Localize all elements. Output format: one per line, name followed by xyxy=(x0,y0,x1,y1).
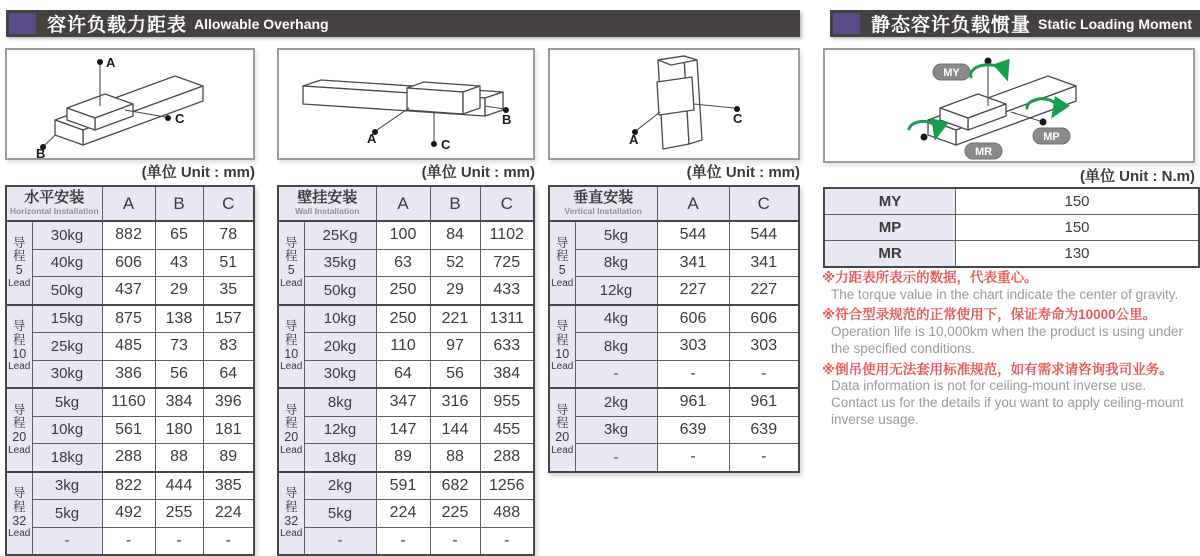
data-value: 639 xyxy=(729,416,799,444)
wall-installation-diagram xyxy=(279,50,533,158)
load-value: 25Kg xyxy=(304,221,376,249)
data-value: 347 xyxy=(376,388,430,416)
data-value: 606 xyxy=(102,249,155,277)
point-label-c: C xyxy=(733,111,743,126)
data-value: 138 xyxy=(155,305,203,333)
table-body xyxy=(278,221,534,555)
data-value: 396 xyxy=(203,388,254,416)
horizontal-installation-diagram xyxy=(7,50,253,158)
column-header: B xyxy=(430,186,480,221)
data-value: 56 xyxy=(430,360,480,388)
point-label-a: A xyxy=(106,55,116,70)
table-row xyxy=(278,388,534,416)
vertical-installation-diagram xyxy=(550,50,798,158)
table-row xyxy=(278,249,534,277)
data-value: 606 xyxy=(729,305,799,333)
table-row xyxy=(549,444,799,472)
moment-value: 130 xyxy=(956,241,1200,268)
data-value: 225 xyxy=(430,500,480,528)
lead-group-label: 导 程 5 Lead xyxy=(278,221,304,305)
data-value: 88 xyxy=(430,444,480,472)
point-label-c: C xyxy=(441,137,451,152)
data-value: 227 xyxy=(729,277,799,305)
unit-label-mm: (单位 Unit : mm) xyxy=(686,164,800,181)
data-value: 100 xyxy=(376,221,430,249)
data-value: - xyxy=(480,527,534,555)
vertical-installation-diagram-box xyxy=(548,48,800,160)
data-value: 83 xyxy=(203,333,254,361)
data-value: 1102 xyxy=(480,221,534,249)
column-header: B xyxy=(155,186,203,221)
load-value: 2kg xyxy=(304,472,376,500)
table-row xyxy=(549,333,799,361)
column-header: A xyxy=(102,186,155,221)
unit-label-mm: (单位 Unit : mm) xyxy=(141,164,255,181)
data-value: 250 xyxy=(376,277,430,305)
lead-group-label: 导 程 20 Lead xyxy=(549,388,575,472)
static-loading-moment-table xyxy=(823,187,1200,268)
wall-installation-table xyxy=(277,185,535,556)
purple-accent-square xyxy=(833,13,860,34)
data-value: 1160 xyxy=(102,388,155,416)
note-chinese: ※力距表所表示的数据，代表重心。 xyxy=(822,270,1038,285)
table-row xyxy=(278,305,534,333)
data-value: 544 xyxy=(657,221,729,249)
horizontal-installation-table xyxy=(5,185,255,556)
installation-name-en: Wall Installation xyxy=(295,206,360,217)
section-title-en: Allowable Overhang xyxy=(194,15,329,32)
load-value: 35kg xyxy=(304,249,376,277)
table-row xyxy=(6,527,254,555)
table-row xyxy=(549,360,799,388)
data-value: - xyxy=(657,444,729,472)
data-value: 341 xyxy=(729,249,799,277)
data-value: 955 xyxy=(480,388,534,416)
installation-header xyxy=(278,186,376,221)
installation-name-en: Vertical Installation xyxy=(564,206,642,217)
moment-label: MR xyxy=(824,241,956,268)
data-value: 488 xyxy=(480,500,534,528)
lead-group-label: 导 程 32 Lead xyxy=(278,472,304,556)
load-value: 30kg xyxy=(32,221,102,249)
data-value: 51 xyxy=(203,249,254,277)
note-english: Contact us for the details if you want to apply ceiling-mount inverse usage. xyxy=(831,395,1184,428)
load-value: 8kg xyxy=(575,249,657,277)
data-value: 725 xyxy=(480,249,534,277)
table-row xyxy=(278,500,534,528)
moment-label: MY xyxy=(824,188,956,215)
table-row xyxy=(278,472,534,500)
table-row xyxy=(6,221,254,249)
data-value: 875 xyxy=(102,305,155,333)
data-value: 561 xyxy=(102,416,155,444)
unit-label-nm: (单位 Unit : N.m) xyxy=(1080,168,1195,185)
my-badge-label: MY xyxy=(943,67,960,79)
installation-header xyxy=(6,186,102,221)
point-label-b: B xyxy=(502,112,512,127)
table-row xyxy=(278,333,534,361)
moment-row xyxy=(824,215,1199,241)
data-value: 64 xyxy=(203,360,254,388)
moment-value: 150 xyxy=(956,215,1200,241)
data-value: 385 xyxy=(203,472,254,500)
data-value: 591 xyxy=(376,472,430,500)
data-value: 35 xyxy=(203,277,254,305)
lead-group-label: 导 程 20 Lead xyxy=(6,388,32,472)
data-value: 444 xyxy=(155,472,203,500)
load-value: 4kg xyxy=(575,305,657,333)
data-value: 682 xyxy=(430,472,480,500)
data-value: - xyxy=(155,527,203,555)
data-value: 544 xyxy=(729,221,799,249)
load-value: 5kg xyxy=(32,500,102,528)
horizontal-installation-diagram-box xyxy=(5,48,255,160)
table-row xyxy=(549,305,799,333)
load-value: 50kg xyxy=(32,277,102,305)
data-value: 961 xyxy=(657,388,729,416)
section-title-zh: 容许负载力距表 xyxy=(47,15,188,36)
note-english: Operation life is 10,000km when the product is using under the specified conditions. xyxy=(831,323,1183,356)
table-row xyxy=(6,416,254,444)
static-moment-diagram xyxy=(825,50,1193,161)
table-row xyxy=(6,333,254,361)
table-body xyxy=(549,221,799,472)
table-row xyxy=(6,305,254,333)
purple-accent-square xyxy=(9,13,36,34)
wall-installation-diagram-box xyxy=(277,48,535,160)
data-value: 157 xyxy=(203,305,254,333)
data-value: 78 xyxy=(203,221,254,249)
load-value: - xyxy=(575,360,657,388)
data-value: 437 xyxy=(102,277,155,305)
lead-group-label: 导 程 20 Lead xyxy=(278,388,304,472)
data-value: 43 xyxy=(155,249,203,277)
data-value: 63 xyxy=(376,249,430,277)
table-row xyxy=(6,444,254,472)
lead-group-label: 导 程 10 Lead xyxy=(278,305,304,389)
load-value: 8kg xyxy=(304,388,376,416)
vertical-installation-table xyxy=(548,185,800,473)
load-value: 12kg xyxy=(304,416,376,444)
data-value: 89 xyxy=(376,444,430,472)
note-chinese: ※倒吊使用无法套用标准规范，如有需求请咨询我司业务。 xyxy=(822,361,1173,377)
table-row xyxy=(6,249,254,277)
data-value: - xyxy=(430,527,480,555)
load-value: 3kg xyxy=(575,416,657,444)
data-value: 316 xyxy=(430,388,480,416)
table-row xyxy=(278,444,534,472)
data-value: 29 xyxy=(430,277,480,305)
data-value: 97 xyxy=(430,333,480,361)
table-row xyxy=(278,277,534,305)
data-value: 73 xyxy=(155,333,203,361)
lead-group-label: 导 程 32 Lead xyxy=(6,472,32,556)
data-value: 52 xyxy=(430,249,480,277)
installation-header xyxy=(549,186,657,221)
lead-group-label: 导 程 10 Lead xyxy=(6,305,32,389)
data-value: 633 xyxy=(480,333,534,361)
data-value: - xyxy=(729,444,799,472)
data-value: 639 xyxy=(657,416,729,444)
data-value: 341 xyxy=(657,249,729,277)
moment-row xyxy=(824,188,1199,215)
data-value: 822 xyxy=(102,472,155,500)
data-value: - xyxy=(203,527,254,555)
load-value: 25kg xyxy=(32,333,102,361)
data-value: 433 xyxy=(480,277,534,305)
data-value: 961 xyxy=(729,388,799,416)
data-value: 384 xyxy=(155,388,203,416)
data-value: 181 xyxy=(203,416,254,444)
load-value: 5kg xyxy=(575,221,657,249)
note-english: Data information is not for ceiling-mount inverse use. xyxy=(831,378,1147,394)
lead-group-label: 导 程 5 Lead xyxy=(549,221,575,305)
installation-name-zh: 水平安装 xyxy=(24,189,85,207)
data-value: 288 xyxy=(480,444,534,472)
table-row xyxy=(278,416,534,444)
table-body xyxy=(6,221,254,555)
header-row xyxy=(549,186,799,221)
data-value: 250 xyxy=(376,305,430,333)
table-head xyxy=(278,186,534,221)
note-english: The torque value in the chart indicate the center of gravity. xyxy=(831,286,1179,302)
data-value: 288 xyxy=(102,444,155,472)
table-row xyxy=(549,416,799,444)
header-row xyxy=(278,186,534,221)
column-header: A xyxy=(657,186,729,221)
data-value: - xyxy=(376,527,430,555)
column-header: C xyxy=(480,186,534,221)
data-value: 492 xyxy=(102,500,155,528)
load-value: 18kg xyxy=(32,444,102,472)
load-value: - xyxy=(32,527,102,555)
data-value: - xyxy=(102,527,155,555)
mp-badge-label: MP xyxy=(1043,131,1060,143)
data-value: 56 xyxy=(155,360,203,388)
load-value: 8kg xyxy=(575,333,657,361)
column-header: C xyxy=(729,186,799,221)
table-head xyxy=(549,186,799,221)
table-head xyxy=(6,186,254,221)
load-value: 3kg xyxy=(32,472,102,500)
unit-label-mm: (单位 Unit : mm) xyxy=(421,164,535,181)
load-value: 40kg xyxy=(32,249,102,277)
load-value: 30kg xyxy=(304,360,376,388)
lead-group-label: 导 程 5 Lead xyxy=(6,221,32,305)
load-value: - xyxy=(575,444,657,472)
data-value: 386 xyxy=(102,360,155,388)
data-value: 84 xyxy=(430,221,480,249)
table-row xyxy=(278,360,534,388)
data-value: 1256 xyxy=(480,472,534,500)
load-value: 20kg xyxy=(304,333,376,361)
data-value: 303 xyxy=(729,333,799,361)
table-row xyxy=(6,500,254,528)
installation-name-zh: 壁挂安装 xyxy=(297,189,358,207)
data-value: 227 xyxy=(657,277,729,305)
column-header: A xyxy=(376,186,430,221)
data-value: 110 xyxy=(376,333,430,361)
data-value: 882 xyxy=(102,221,155,249)
section-title-en: Static Loading Moment xyxy=(1038,15,1193,32)
load-value: 2kg xyxy=(575,388,657,416)
table-row xyxy=(278,221,534,249)
load-value: 15kg xyxy=(32,305,102,333)
mr-badge-label: MR xyxy=(974,146,993,158)
column-header: C xyxy=(203,186,254,221)
lead-group-label: 导 程 10 Lead xyxy=(549,305,575,389)
load-value: 5kg xyxy=(304,500,376,528)
static-moment-diagram-box xyxy=(823,48,1195,163)
load-value: 10kg xyxy=(304,305,376,333)
moment-section-header xyxy=(830,10,1200,37)
data-value: 89 xyxy=(203,444,254,472)
load-value: 18kg xyxy=(304,444,376,472)
footnotes xyxy=(822,266,1200,429)
load-value: 10kg xyxy=(32,416,102,444)
table-row xyxy=(549,388,799,416)
table-row xyxy=(6,388,254,416)
data-value: 384 xyxy=(480,360,534,388)
table-row xyxy=(278,527,534,555)
load-value: - xyxy=(304,527,376,555)
data-value: 144 xyxy=(430,416,480,444)
point-label-a: A xyxy=(367,131,377,146)
point-label-a: A xyxy=(629,132,639,147)
data-value: - xyxy=(729,360,799,388)
data-value: 485 xyxy=(102,333,155,361)
load-value: 30kg xyxy=(32,360,102,388)
data-value: 1311 xyxy=(480,305,534,333)
load-value: 12kg xyxy=(575,277,657,305)
data-value: 606 xyxy=(657,305,729,333)
data-value: 224 xyxy=(376,500,430,528)
data-value: 221 xyxy=(430,305,480,333)
data-value: 455 xyxy=(480,416,534,444)
table-row xyxy=(549,249,799,277)
data-value: 180 xyxy=(155,416,203,444)
installation-name-zh: 垂直安装 xyxy=(573,189,634,207)
data-value: 255 xyxy=(155,500,203,528)
data-value: 224 xyxy=(203,500,254,528)
point-label-b: B xyxy=(36,146,46,158)
point-label-c: C xyxy=(175,111,185,126)
data-value: 88 xyxy=(155,444,203,472)
moment-row xyxy=(824,241,1199,268)
note-chinese: ※符合型录规范的正常使用下，保证寿命为10000公里。 xyxy=(822,307,1157,323)
table-row xyxy=(6,472,254,500)
section-title-zh: 静态容许负载惯量 xyxy=(871,15,1032,36)
installation-name-en: Horizontal Installation xyxy=(9,206,99,217)
moment-label: MP xyxy=(824,215,956,241)
overhang-section-header xyxy=(6,10,800,37)
table-row xyxy=(6,360,254,388)
data-value: 29 xyxy=(155,277,203,305)
table-row xyxy=(549,277,799,305)
header-row xyxy=(6,186,254,221)
data-value: 303 xyxy=(657,333,729,361)
data-value: - xyxy=(657,360,729,388)
load-value: 50kg xyxy=(304,277,376,305)
table-row xyxy=(549,221,799,249)
data-value: 147 xyxy=(376,416,430,444)
data-value: 64 xyxy=(376,360,430,388)
moment-value: 150 xyxy=(956,188,1200,215)
load-value: 5kg xyxy=(32,388,102,416)
data-value: 65 xyxy=(155,221,203,249)
table-row xyxy=(6,277,254,305)
